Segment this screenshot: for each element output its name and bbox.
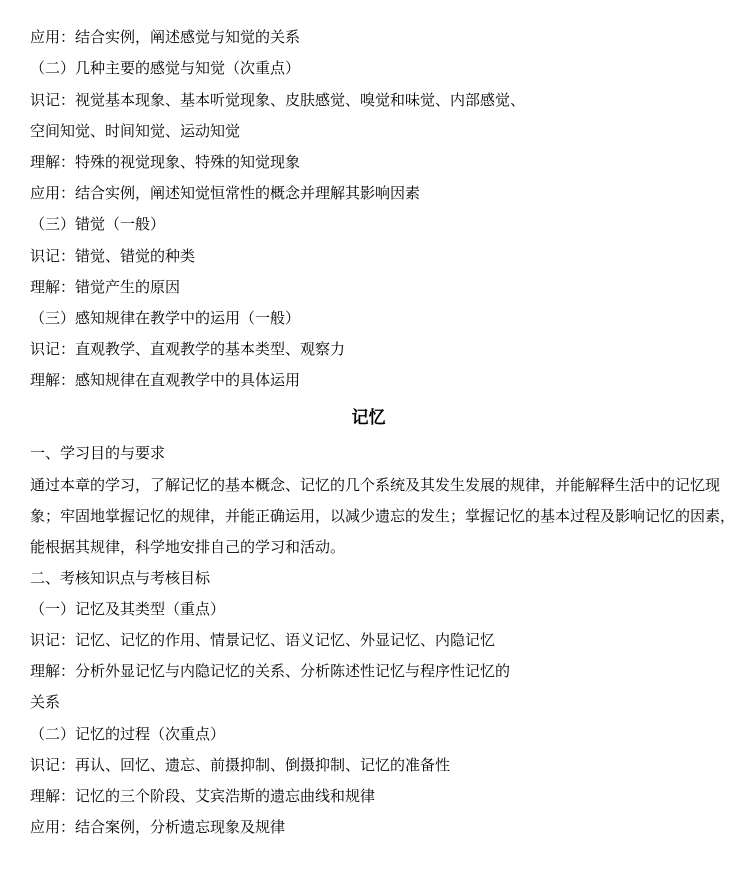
- subsection-heading: （一）记忆及其类型（重点）: [30, 600, 226, 618]
- subsection-heading: （二）几种主要的感觉与知觉（次重点）: [30, 59, 301, 77]
- subsection-heading: （二）记忆的过程（次重点）: [30, 725, 226, 743]
- text-line: 应用：结合案例，分析遗忘现象及规律: [30, 818, 286, 836]
- text-line: 理解：特殊的视觉现象、特殊的知觉现象: [30, 153, 301, 171]
- section-heading: 二、考核知识点与考核目标: [30, 569, 211, 587]
- text-line: 识记：再认、回忆、遗忘、前摄抑制、倒摄抑制、记忆的准备性: [30, 756, 451, 774]
- subsection-heading: （三）感知规律在教学中的运用（一般）: [30, 309, 301, 327]
- text-line: 识记：直观教学、直观教学的基本类型、观察力: [30, 340, 346, 358]
- text-line: 应用：结合实例，阐述感觉与知觉的关系: [30, 28, 301, 46]
- goals-paragraph: 通过本章的学习，了解记忆的基本概念、记忆的几个系统及其发生发展的规律，并能解释生活中的记忆现象；牢固地掌握记忆的规律，并能正确运用，以减少遗忘的发生；掌握记忆的基本过程及影响记忆的因素，能根据其规律，科学地安排自己的学习和活动。: [30, 476, 736, 556]
- text-line: 理解：错觉产生的原因: [30, 278, 181, 296]
- section-heading: 一、学习目的与要求: [30, 444, 166, 462]
- text-line: 识记：记忆、记忆的作用、情景记忆、语义记忆、外显记忆、内隐记忆: [30, 631, 496, 649]
- text-line: 应用：结合实例，阐述知觉恒常性的概念并理解其影响因素: [30, 184, 421, 202]
- chapter-title: 记忆: [351, 408, 386, 428]
- text-line: 关系: [30, 693, 61, 711]
- subsection-heading: （三）错觉（一般）: [30, 215, 166, 233]
- text-line: 理解：记忆的三个阶段、艾宾浩斯的遗忘曲线和规律: [30, 787, 376, 805]
- text-line: 理解：感知规律在直观教学中的具体运用: [30, 371, 301, 389]
- text-line: 识记：错觉、错觉的种类: [30, 247, 196, 265]
- text-line: 识记：视觉基本现象、基本听觉现象、皮肤感觉、嗅觉和味觉、内部感觉、: [30, 91, 526, 109]
- text-line: 理解：分析外显记忆与内隐记忆的关系、分析陈述性记忆与程序性记忆的: [30, 662, 511, 680]
- text-line: 空间知觉、时间知觉、运动知觉: [30, 122, 241, 140]
